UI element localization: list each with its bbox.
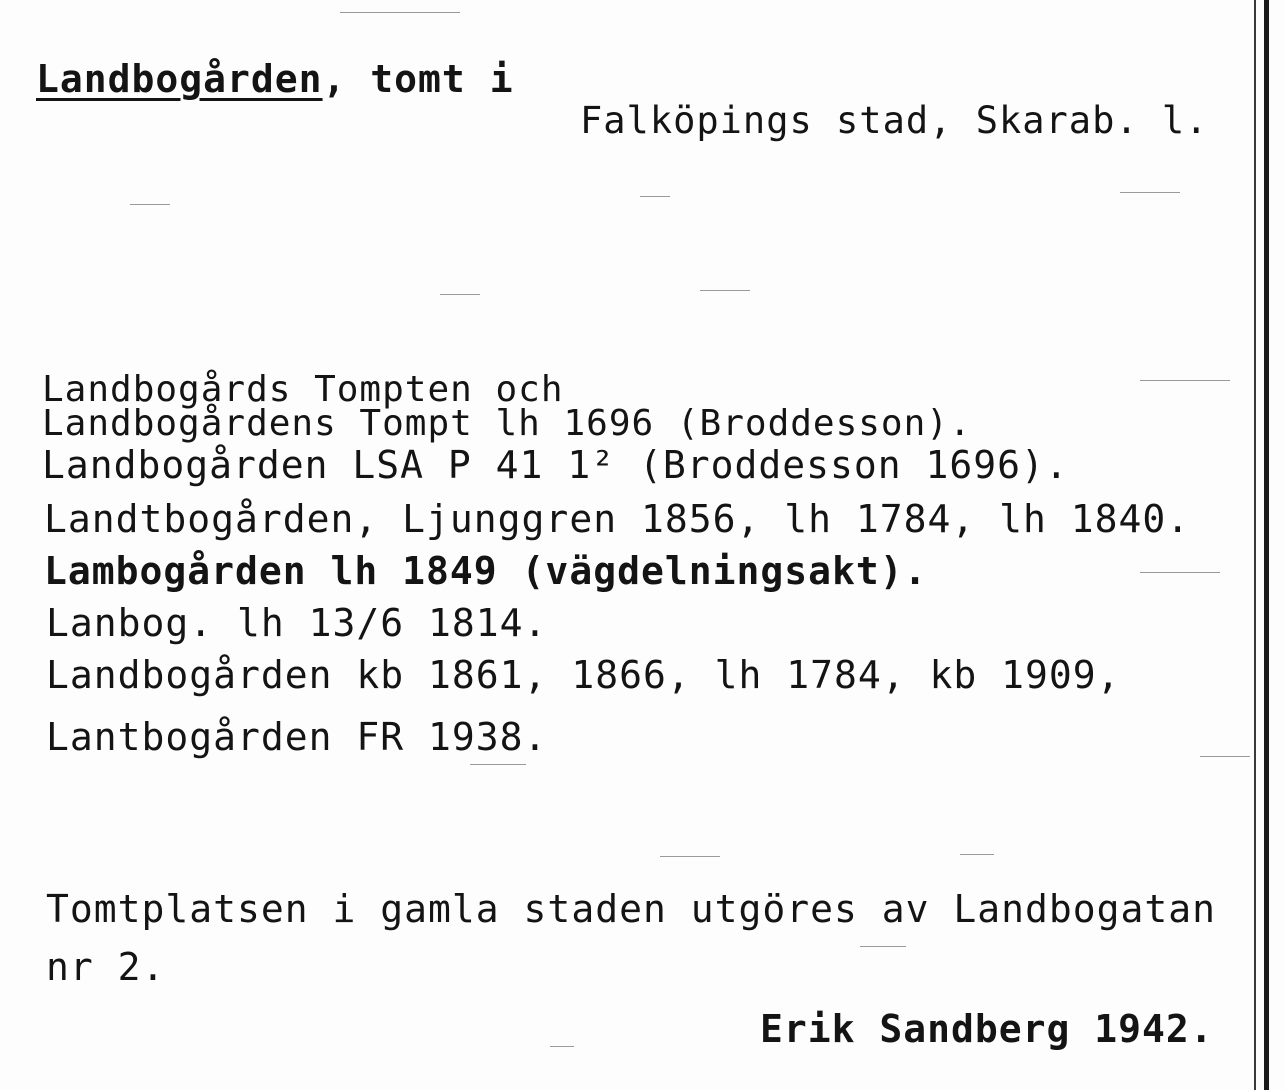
entry-line-1: Landbogårds Tompten och (42, 369, 564, 410)
card-heading (36, 57, 514, 101)
scan-speck (1120, 192, 1180, 193)
note-line-1: Tomtplatsen i gamla staden utgöres av Landbogatan (46, 887, 1217, 931)
scan-speck (440, 294, 480, 295)
card-edge-line (1254, 0, 1256, 1090)
entry-line-5: Lambogården lh 1849 (vägdelningsakt). (44, 549, 928, 593)
heading-name: Landbogården (36, 57, 323, 101)
scan-speck (860, 946, 906, 947)
scan-speck (640, 196, 670, 197)
location-line: Falköpings stad, Skarab. l. (580, 99, 1209, 142)
scan-speck (1140, 380, 1230, 381)
scan-speck (960, 854, 994, 855)
scan-speck (340, 12, 460, 13)
scan-speck (550, 1046, 574, 1047)
entry-line-2: Landbogårdens Tompt lh 1696 (Broddesson). (42, 403, 972, 444)
entry-line-8: Lantbogården FR 1938. (46, 715, 548, 759)
entry-line-7: Landbogården kb 1861, 1866, lh 1784, kb 1909, (46, 653, 1121, 697)
scan-speck (130, 204, 170, 205)
scan-speck (1200, 756, 1250, 757)
entry-line-6: Lanbog. lh 13/6 1814. (46, 601, 548, 645)
heading-rest: , tomt i (322, 57, 514, 101)
scan-speck (1140, 572, 1220, 573)
note-line-2: nr 2. (46, 945, 166, 989)
scan-speck (470, 764, 526, 765)
scan-speck (660, 856, 720, 857)
entry-line-3: Landbogården LSA P 41 1² (Broddesson 1696). (42, 443, 1069, 487)
scan-speck (700, 290, 750, 291)
signature: Erik Sandberg 1942. (760, 1007, 1214, 1051)
entry-line-4: Landtbogården, Ljunggren 1856, lh 1784, lh 1840. (44, 497, 1191, 541)
card-edge-shadow (1264, 0, 1269, 1090)
